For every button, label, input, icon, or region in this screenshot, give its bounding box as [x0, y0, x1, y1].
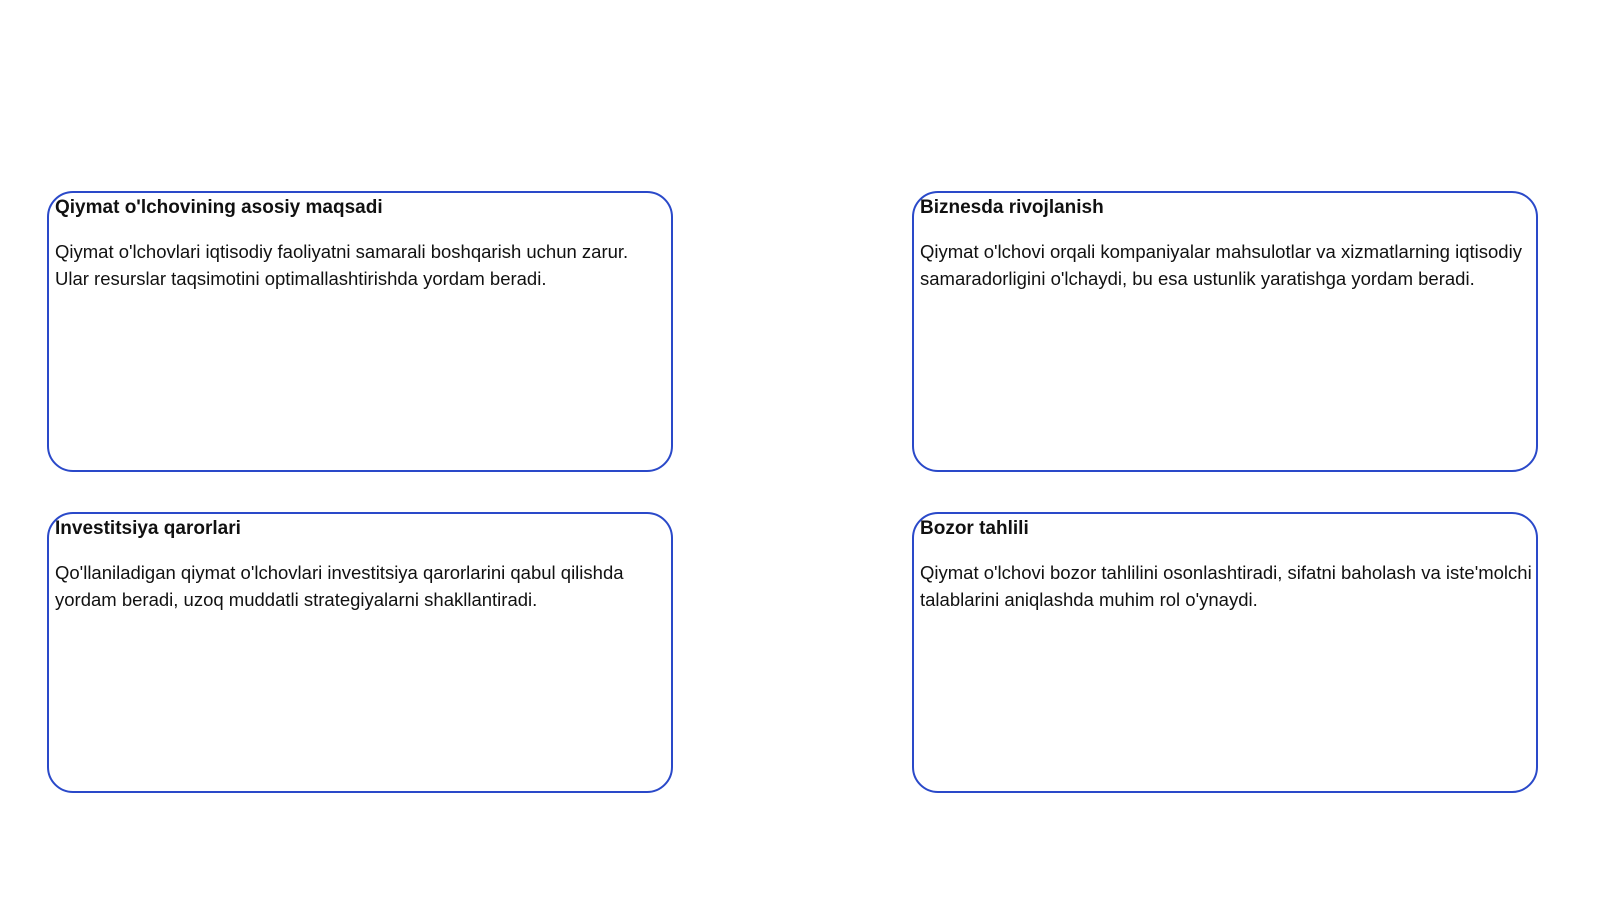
card-investment-decisions	[47, 512, 673, 793]
card-market-analysis	[912, 512, 1538, 793]
card-title: Bozor tahlili	[920, 518, 1029, 539]
card-title: Biznesda rivojlanish	[920, 197, 1104, 218]
card-text: Qo'llaniladigan qiymat o'lchovlari investitsiya qarorlarini qabul qilishda yordam beradi, uzoq muddatli strategiyalarni shakllantiradi.	[55, 562, 624, 610]
card-text: Qiymat o'lchovlari iqtisodiy faoliyatni samarali boshqarish uchun zarur. Ular resurslar taqsimotini optimallashtirishda yordam beradi.	[55, 241, 629, 289]
card-business-development	[912, 191, 1538, 472]
card-title: Qiymat o'lchovining asosiy maqsadi	[55, 197, 383, 218]
card-text: Qiymat o'lchovi bozor tahlilini osonlashtiradi, sifatni baholash va iste'molchi talablarini aniqlashda muhim rol o'ynaydi.	[920, 562, 1532, 610]
card-title: Investitsiya qarorlari	[55, 518, 241, 539]
card-main-purpose	[47, 191, 673, 472]
card-text: Qiymat o'lchovi orqali kompaniyalar mahsulotlar va xizmatlarning iqtisodiy samaradorligini o'lchaydi, bu esa ustunlik yaratishga yordam beradi.	[920, 241, 1522, 289]
